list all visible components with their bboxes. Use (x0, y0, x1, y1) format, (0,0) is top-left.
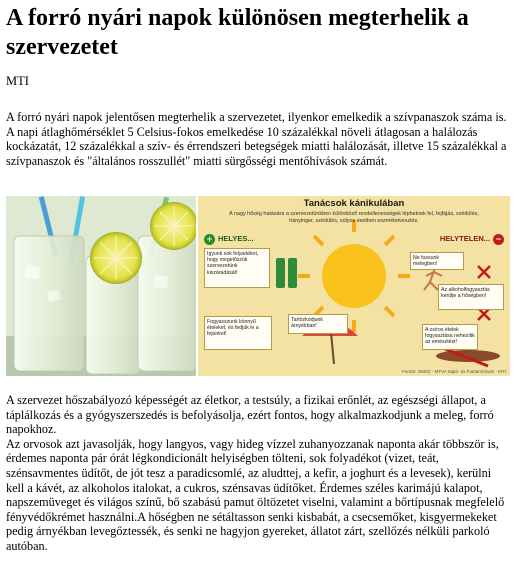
infographic-subtitle: A nagy hőség hatására a szervezetünkben különböző rendellenességek léphetnek fel, fejfájás, szédülés, hányinger, szédülés, súlyos esetben eszméletvesztés. (229, 211, 479, 224)
tip-text: A zsíros ételek fogyasztása nehezítik az emésztést! (425, 327, 475, 346)
intro-paragraph: A napi átlaghőmérséklet 5 Celsius-fokos emelkedése 10 százalékkal növeli átlagosan a halálozás kockázatát, 12 százalékkal a szív- és érrendszeri betegségek miatti halálozását, illetve 15 százalékkal a szívpanaszok és "általános rosszullét" miatti sürgősségi mentőhívások számát. (6, 124, 507, 168)
tip-text: Az alkoholfogyasztás kerülje a hőségben! (441, 287, 490, 300)
bad-label (440, 233, 504, 245)
tip-text: Ne fussunk melegben! (413, 255, 439, 268)
article-body (6, 393, 510, 554)
tip-text: Fogyasszunk könnyű ételeket, és fedjük le a fejünket! (207, 319, 259, 338)
tip-bad-running (410, 252, 464, 270)
tip-bad-fatty-food (422, 324, 478, 350)
infographic-title: Tanácsok kánikulában (303, 198, 405, 209)
good-label (204, 233, 254, 245)
article-intro (6, 110, 510, 168)
tip-good-shade (288, 314, 348, 334)
body-paragraph: Az orvosok azt javasolják, hogy langyos, vagy hideg vízzel zuhanyozzanak naponta akár többször is, érdemes naponta pár órát légkondicionált helyiségben tölteni, sok folyadékot (vizet, teát, szénsavmentes üdítőt, de jót tesz a paradicsomlé, az aludttej, a kefir, a joghurt és a levesek), kerülni kell a kávét, az alkoholos italokat, a cukros, szénsavas üdítőket. Érdemes széles karimájú kalapot, napszemüveget és világos színű, bő szabású pamut öltözetet viselni, valamint a bőrtípusnak megfelelő fényvédőkrémet használni.A hőségben ne sétáltasson senki kisbabát, a csecsemőket, kisgyermekeket pedig árnyékban levegőztessék, és senki ne hagyjon gyereket, állatot zárt, szellőzés nélküli parkoló autóban. (6, 436, 505, 553)
heatwave-tips-infographic (198, 196, 510, 376)
tip-text: Igyunk sok folyadékot, hogy megelőzzük szervezetünk kiszáradását! (207, 251, 259, 276)
infographic-credit: Forrás: OMSZ · MTVA Sajtó- és Fotóarchívum · MTI (402, 369, 506, 374)
article-source: MTI (6, 74, 29, 88)
tip-text: Tartózkodjunk árnyékban! (291, 317, 324, 330)
minus-icon: − (493, 234, 504, 245)
plus-icon: + (204, 234, 215, 245)
lemonade-glasses-image (6, 196, 196, 376)
good-label-text: HELYES... (218, 234, 254, 243)
bad-label-text: HELYTELEN... (439, 234, 490, 243)
body-paragraph: A szervezet hőszabályozó képességét az életkor, a testsúly, a fizikai erőnlét, az egészségi állapot, a táplálkozás és a gyógyszerszedés is befolyásolja, ezért fontos, hogy alkalmazkodjunk a meleg, forró napokhoz. (6, 393, 494, 437)
intro-paragraph: A forró nyári napok jelentősen megterhelik a szervezetet, ilyenkor emelkedik a szívpanaszok száma is. (6, 110, 507, 124)
article-title: A forró nyári napok különösen megterhelik a szervezetet (6, 5, 469, 60)
lemonade-photo (6, 196, 196, 376)
tip-bad-alcohol (438, 284, 504, 310)
tip-good-food (204, 316, 272, 350)
tip-good-drink (204, 248, 270, 288)
